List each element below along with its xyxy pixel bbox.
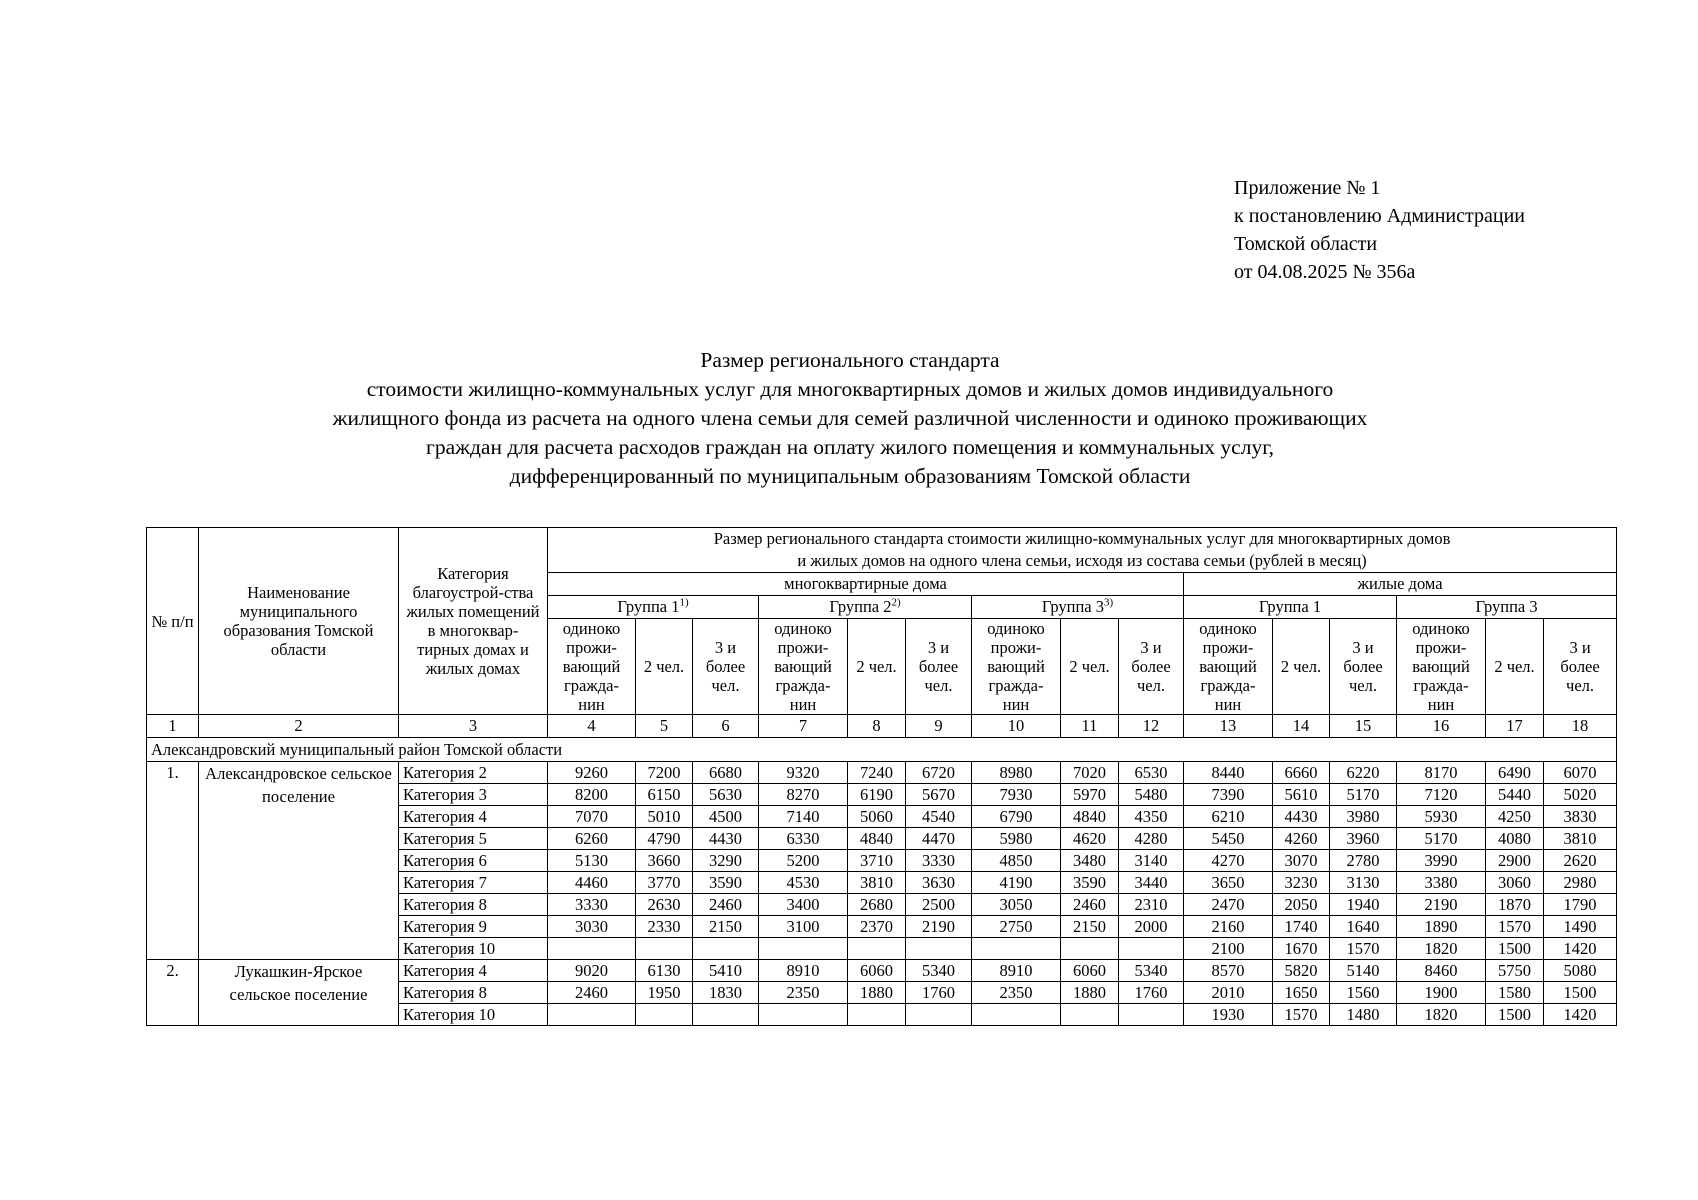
- value-cell: 1420: [1544, 938, 1617, 960]
- value-cell: 6070: [1544, 762, 1617, 784]
- value-cell: 5480: [1119, 784, 1184, 806]
- value-cell: 1760: [1119, 982, 1184, 1004]
- value-cell: 6530: [1119, 762, 1184, 784]
- value-cell: 2780: [1330, 850, 1397, 872]
- value-cell: 1570: [1486, 916, 1544, 938]
- value-cell: 2150: [693, 916, 759, 938]
- value-cell: 4620: [1061, 828, 1119, 850]
- value-cell: 3980: [1330, 806, 1397, 828]
- header-family-size: одиноко прожи-вающий гражда-нин: [1397, 619, 1486, 715]
- value-cell: 4540: [906, 806, 972, 828]
- value-cell: 2630: [636, 894, 693, 916]
- group-label: Группа 1: [617, 597, 680, 616]
- value-cell: 3440: [1119, 872, 1184, 894]
- category-cell: Категория 10: [399, 938, 548, 960]
- value-cell: 2750: [972, 916, 1061, 938]
- value-cell: 2470: [1184, 894, 1273, 916]
- value-cell: 2190: [906, 916, 972, 938]
- header-group: [1184, 596, 1397, 619]
- value-cell: 5200: [759, 850, 848, 872]
- value-cell: [1061, 1004, 1119, 1026]
- value-cell: 8270: [759, 784, 848, 806]
- value-cell: [972, 938, 1061, 960]
- value-cell: [1061, 938, 1119, 960]
- value-cell: 6150: [636, 784, 693, 806]
- value-cell: 5410: [693, 960, 759, 982]
- category-cell: Категория 7: [399, 872, 548, 894]
- header-family-size: 3 и более чел.: [1330, 619, 1397, 715]
- header-family-size: 2 чел.: [1486, 619, 1544, 715]
- value-cell: 4430: [1273, 806, 1330, 828]
- value-cell: 4460: [548, 872, 636, 894]
- category-cell: Категория 2: [399, 762, 548, 784]
- value-cell: 2160: [1184, 916, 1273, 938]
- column-number: 5: [636, 715, 693, 738]
- value-cell: 2350: [972, 982, 1061, 1004]
- value-cell: 3960: [1330, 828, 1397, 850]
- value-cell: 1640: [1330, 916, 1397, 938]
- value-cell: 4080: [1486, 828, 1544, 850]
- header-number: № п/п: [147, 528, 199, 715]
- value-cell: 5980: [972, 828, 1061, 850]
- header-group: [548, 596, 759, 619]
- header-category: Категория благоустрой-ства жилых помещений в многоквар-тирных домах и жилых домах: [399, 528, 548, 715]
- header-family-size: 3 и более чел.: [906, 619, 972, 715]
- group-label: Группа 1: [1258, 597, 1322, 616]
- value-cell: 3590: [693, 872, 759, 894]
- header-family-size: 2 чел.: [636, 619, 693, 715]
- value-cell: 1880: [848, 982, 906, 1004]
- value-cell: 2900: [1486, 850, 1544, 872]
- value-cell: 3140: [1119, 850, 1184, 872]
- value-cell: 4260: [1273, 828, 1330, 850]
- category-cell: Категория 6: [399, 850, 548, 872]
- header-family-size: 3 и более чел.: [1119, 619, 1184, 715]
- category-cell: Категория 3: [399, 784, 548, 806]
- value-cell: 6660: [1273, 762, 1330, 784]
- value-cell: [848, 938, 906, 960]
- value-cell: 4840: [848, 828, 906, 850]
- column-number: 12: [1119, 715, 1184, 738]
- value-cell: 2460: [693, 894, 759, 916]
- column-number: 8: [848, 715, 906, 738]
- value-cell: 4190: [972, 872, 1061, 894]
- value-cell: 2460: [1061, 894, 1119, 916]
- value-cell: 4840: [1061, 806, 1119, 828]
- value-cell: 8910: [972, 960, 1061, 982]
- value-cell: [693, 938, 759, 960]
- value-cell: 2050: [1273, 894, 1330, 916]
- value-cell: 3330: [906, 850, 972, 872]
- value-cell: 9260: [548, 762, 636, 784]
- value-cell: 5170: [1397, 828, 1486, 850]
- value-cell: 5670: [906, 784, 972, 806]
- column-number: 14: [1273, 715, 1330, 738]
- value-cell: 5630: [693, 784, 759, 806]
- value-cell: 1760: [906, 982, 972, 1004]
- category-cell: Категория 9: [399, 916, 548, 938]
- table-row: [147, 960, 1617, 982]
- settlement-name: Лукашкин-Ярское сельское поселение: [199, 960, 399, 1026]
- value-cell: 3660: [636, 850, 693, 872]
- value-cell: 3060: [1486, 872, 1544, 894]
- value-cell: 3480: [1061, 850, 1119, 872]
- group-footnote-mark: 1): [679, 596, 689, 609]
- value-cell: [693, 1004, 759, 1026]
- value-cell: 8170: [1397, 762, 1486, 784]
- value-cell: 3830: [1544, 806, 1617, 828]
- document-title: [150, 346, 1550, 491]
- value-cell: [636, 938, 693, 960]
- value-cell: 4790: [636, 828, 693, 850]
- value-cell: 5930: [1397, 806, 1486, 828]
- title-line: стоимости жилищно-коммунальных услуг для многоквартирных домов и жилых домов индивидуального: [366, 377, 1334, 401]
- value-cell: 5610: [1273, 784, 1330, 806]
- category-cell: Категория 10: [399, 1004, 548, 1026]
- value-cell: 5130: [548, 850, 636, 872]
- value-cell: 5340: [1119, 960, 1184, 982]
- value-cell: 1500: [1486, 938, 1544, 960]
- value-cell: 1570: [1330, 938, 1397, 960]
- standard-cost-table: [146, 527, 1617, 1026]
- value-cell: 8910: [759, 960, 848, 982]
- value-cell: 2980: [1544, 872, 1617, 894]
- appendix-line: Приложение № 1: [1234, 177, 1381, 199]
- value-cell: 4850: [972, 850, 1061, 872]
- header-family-size: одиноко прожи-вающий гражда-нин: [1184, 619, 1273, 715]
- title-line: дифференцированный по муниципальным образованиям Томской области: [509, 464, 1191, 488]
- value-cell: 1480: [1330, 1004, 1397, 1026]
- value-cell: 3230: [1273, 872, 1330, 894]
- value-cell: 9320: [759, 762, 848, 784]
- value-cell: 5010: [636, 806, 693, 828]
- title-line: жилищного фонда из расчета на одного члена семьи для семей различной численности и одиноко проживающих: [332, 406, 1368, 430]
- value-cell: 3810: [1544, 828, 1617, 850]
- value-cell: 5340: [906, 960, 972, 982]
- value-cell: 7140: [759, 806, 848, 828]
- value-cell: 3770: [636, 872, 693, 894]
- value-cell: 3030: [548, 916, 636, 938]
- value-cell: 6060: [848, 960, 906, 982]
- value-cell: 2680: [848, 894, 906, 916]
- appendix-line: к постановлению Администрации: [1234, 205, 1525, 227]
- group-label: Группа 3: [1041, 597, 1104, 616]
- title-line: Размер регионального стандарта: [700, 348, 1000, 372]
- value-cell: 4430: [693, 828, 759, 850]
- column-number: 2: [199, 715, 399, 738]
- value-cell: 1560: [1330, 982, 1397, 1004]
- column-number: 15: [1330, 715, 1397, 738]
- value-cell: 3130: [1330, 872, 1397, 894]
- value-cell: 1880: [1061, 982, 1119, 1004]
- value-cell: 1870: [1486, 894, 1544, 916]
- header-family-size: 2 чел.: [1273, 619, 1330, 715]
- value-cell: 5020: [1544, 784, 1617, 806]
- header-municipality: Наименование муниципального образования Томской области: [199, 528, 399, 715]
- column-number: 6: [693, 715, 759, 738]
- header-standard-size-line: Размер регионального стандарта стоимости жилищно-коммунальных услуг для многоквартирных домов: [713, 529, 1451, 548]
- settlement-number: 1.: [147, 762, 199, 960]
- value-cell: 3290: [693, 850, 759, 872]
- value-cell: 3590: [1061, 872, 1119, 894]
- value-cell: 6060: [1061, 960, 1119, 982]
- header-group: [1397, 596, 1617, 619]
- value-cell: 2620: [1544, 850, 1617, 872]
- value-cell: 2460: [548, 982, 636, 1004]
- value-cell: 9020: [548, 960, 636, 982]
- value-cell: 7070: [548, 806, 636, 828]
- header-family-size: одиноко прожи-вающий гражда-нин: [548, 619, 636, 715]
- value-cell: 2310: [1119, 894, 1184, 916]
- value-cell: 1900: [1397, 982, 1486, 1004]
- region-name: Александровский муниципальный район Томской области: [147, 738, 1617, 762]
- value-cell: [548, 1004, 636, 1026]
- category-cell: Категория 5: [399, 828, 548, 850]
- value-cell: 2370: [848, 916, 906, 938]
- title-line: граждан для расчета расходов граждан на оплату жилого помещения и коммунальных услуг,: [426, 435, 1274, 459]
- value-cell: [1119, 1004, 1184, 1026]
- value-cell: 1490: [1544, 916, 1617, 938]
- value-cell: 7200: [636, 762, 693, 784]
- group-footnote-mark: 2): [891, 596, 901, 609]
- value-cell: 2190: [1397, 894, 1486, 916]
- category-cell: Категория 8: [399, 894, 548, 916]
- value-cell: 1580: [1486, 982, 1544, 1004]
- header-apartment-buildings: многоквартирные дома: [548, 573, 1184, 596]
- appendix-line: от 04.08.2025 № 356а: [1234, 261, 1416, 283]
- value-cell: 2350: [759, 982, 848, 1004]
- value-cell: 8980: [972, 762, 1061, 784]
- value-cell: 2500: [906, 894, 972, 916]
- header-family-size: одиноко прожи-вающий гражда-нин: [972, 619, 1061, 715]
- value-cell: 7390: [1184, 784, 1273, 806]
- column-number: 3: [399, 715, 548, 738]
- value-cell: 5750: [1486, 960, 1544, 982]
- column-number: 18: [1544, 715, 1617, 738]
- value-cell: 6260: [548, 828, 636, 850]
- value-cell: 1420: [1544, 1004, 1617, 1026]
- value-cell: 2330: [636, 916, 693, 938]
- category-cell: Категория 4: [399, 960, 548, 982]
- column-number: 16: [1397, 715, 1486, 738]
- value-cell: 3710: [848, 850, 906, 872]
- value-cell: 5170: [1330, 784, 1397, 806]
- column-number: 4: [548, 715, 636, 738]
- value-cell: 6130: [636, 960, 693, 982]
- value-cell: 6220: [1330, 762, 1397, 784]
- column-number: 11: [1061, 715, 1119, 738]
- value-cell: 1670: [1273, 938, 1330, 960]
- header-group: [972, 596, 1184, 619]
- region-row: [147, 738, 1617, 762]
- value-cell: 3380: [1397, 872, 1486, 894]
- value-cell: 1820: [1397, 1004, 1486, 1026]
- column-number: 13: [1184, 715, 1273, 738]
- value-cell: 5140: [1330, 960, 1397, 982]
- value-cell: [636, 1004, 693, 1026]
- value-cell: [848, 1004, 906, 1026]
- value-cell: 3330: [548, 894, 636, 916]
- header-family-size: 2 чел.: [848, 619, 906, 715]
- value-cell: [906, 1004, 972, 1026]
- group-label: Группа 2: [829, 597, 892, 616]
- value-cell: 6330: [759, 828, 848, 850]
- value-cell: 6680: [693, 762, 759, 784]
- appendix-block: [1234, 174, 1525, 286]
- category-cell: Категория 4: [399, 806, 548, 828]
- header-houses: жилые дома: [1184, 573, 1617, 596]
- value-cell: 4250: [1486, 806, 1544, 828]
- value-cell: [906, 938, 972, 960]
- value-cell: 1890: [1397, 916, 1486, 938]
- value-cell: [759, 938, 848, 960]
- value-cell: 7930: [972, 784, 1061, 806]
- value-cell: 6490: [1486, 762, 1544, 784]
- value-cell: [972, 1004, 1061, 1026]
- value-cell: 6720: [906, 762, 972, 784]
- value-cell: 4350: [1119, 806, 1184, 828]
- column-number: 10: [972, 715, 1061, 738]
- column-number: 17: [1486, 715, 1544, 738]
- value-cell: 3070: [1273, 850, 1330, 872]
- value-cell: 1740: [1273, 916, 1330, 938]
- value-cell: 5060: [848, 806, 906, 828]
- value-cell: 2150: [1061, 916, 1119, 938]
- header-family-size: 3 и более чел.: [693, 619, 759, 715]
- value-cell: 2100: [1184, 938, 1273, 960]
- column-number: 9: [906, 715, 972, 738]
- value-cell: 1930: [1184, 1004, 1273, 1026]
- value-cell: 4470: [906, 828, 972, 850]
- value-cell: 4270: [1184, 850, 1273, 872]
- value-cell: 1500: [1544, 982, 1617, 1004]
- value-cell: 5820: [1273, 960, 1330, 982]
- value-cell: 7120: [1397, 784, 1486, 806]
- value-cell: 1500: [1486, 1004, 1544, 1026]
- value-cell: 1830: [693, 982, 759, 1004]
- header-group: [759, 596, 972, 619]
- value-cell: 3050: [972, 894, 1061, 916]
- value-cell: 5450: [1184, 828, 1273, 850]
- value-cell: 5440: [1486, 784, 1544, 806]
- value-cell: 3100: [759, 916, 848, 938]
- value-cell: 3630: [906, 872, 972, 894]
- value-cell: 4530: [759, 872, 848, 894]
- value-cell: 1650: [1273, 982, 1330, 1004]
- header-standard-size-line: и жилых домов на одного члена семьи, исходя из состава семьи (рублей в месяц): [797, 551, 1367, 570]
- value-cell: 1950: [636, 982, 693, 1004]
- table-row: [147, 762, 1617, 784]
- group-label: Группа 3: [1475, 597, 1538, 616]
- value-cell: 3650: [1184, 872, 1273, 894]
- value-cell: 1790: [1544, 894, 1617, 916]
- value-cell: [759, 1004, 848, 1026]
- appendix-line: Томской области: [1234, 233, 1378, 255]
- value-cell: 5080: [1544, 960, 1617, 982]
- value-cell: 8570: [1184, 960, 1273, 982]
- settlement-name: Александровское сельское поселение: [199, 762, 399, 960]
- value-cell: 8460: [1397, 960, 1486, 982]
- value-cell: 3810: [848, 872, 906, 894]
- settlement-number: 2.: [147, 960, 199, 1026]
- column-number: 1: [147, 715, 199, 738]
- header-standard-size: [548, 528, 1617, 573]
- value-cell: 4500: [693, 806, 759, 828]
- value-cell: 6190: [848, 784, 906, 806]
- value-cell: 5970: [1061, 784, 1119, 806]
- header-family-size: 3 и более чел.: [1544, 619, 1617, 715]
- value-cell: 3990: [1397, 850, 1486, 872]
- value-cell: 7020: [1061, 762, 1119, 784]
- header-family-size: 2 чел.: [1061, 619, 1119, 715]
- value-cell: 1820: [1397, 938, 1486, 960]
- value-cell: 3400: [759, 894, 848, 916]
- value-cell: 7240: [848, 762, 906, 784]
- value-cell: 6790: [972, 806, 1061, 828]
- value-cell: 6210: [1184, 806, 1273, 828]
- column-number: 7: [759, 715, 848, 738]
- value-cell: 1570: [1273, 1004, 1330, 1026]
- value-cell: [548, 938, 636, 960]
- value-cell: 2000: [1119, 916, 1184, 938]
- value-cell: [1119, 938, 1184, 960]
- value-cell: 8200: [548, 784, 636, 806]
- value-cell: 4280: [1119, 828, 1184, 850]
- group-footnote-mark: 3): [1103, 596, 1114, 609]
- header-family-size: одиноко прожи-вающий гражда-нин: [759, 619, 848, 715]
- value-cell: 1940: [1330, 894, 1397, 916]
- value-cell: 8440: [1184, 762, 1273, 784]
- category-cell: Категория 8: [399, 982, 548, 1004]
- value-cell: 2010: [1184, 982, 1273, 1004]
